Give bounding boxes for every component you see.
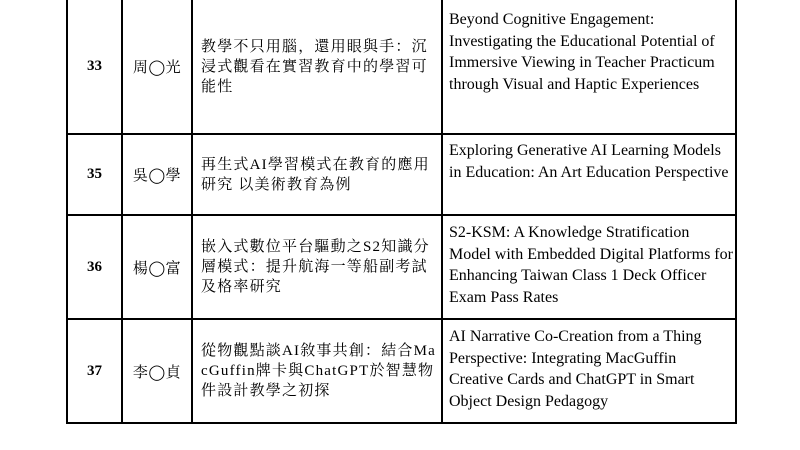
english-title: Exploring Generative AI Learning Models in Education: An Art Education Perspective (442, 134, 736, 215)
paper-number: 33 (67, 0, 122, 134)
author-name: 周◯光 (122, 0, 192, 134)
chinese-title: 教學不只用腦，還用眼與手：沉浸式觀看在實習教育中的學習可能性 (192, 0, 442, 134)
paper-list-table (66, 0, 737, 424)
english-title: AI Narrative Co-Creation from a Thing Perspective: Integrating MacGuffin Creative Cards and ChatGPT in Smart Object Design Pedagogy (442, 319, 736, 423)
author-name: 楊◯富 (122, 215, 192, 319)
table-row (67, 134, 736, 215)
chinese-title: 從物觀點談AI敘事共創：結合MacGuffin牌卡與ChatGPT於智慧物件設計教學之初探 (192, 319, 442, 423)
paper-number: 36 (67, 215, 122, 319)
chinese-title: 再生式AI學習模式在教育的應用研究 以美術教育為例 (192, 134, 442, 215)
table-row (67, 0, 736, 134)
english-title: Beyond Cognitive Engagement: Investigating the Educational Potential of Immersive Viewing in Teacher Practicum through Visual and Haptic Experiences (442, 0, 736, 134)
paper-number: 37 (67, 319, 122, 423)
chinese-title: 嵌入式數位平台驅動之S2知識分層模式：提升航海一等船副考試及格率研究 (192, 215, 442, 319)
paper-number: 35 (67, 134, 122, 215)
table-row (67, 215, 736, 319)
english-title: S2-KSM: A Knowledge Stratification Model with Embedded Digital Platforms for Enhancing Taiwan Class 1 Deck Officer Exam Pass Rates (442, 215, 736, 319)
author-name: 吳◯學 (122, 134, 192, 215)
author-name: 李◯貞 (122, 319, 192, 423)
table-row (67, 319, 736, 423)
